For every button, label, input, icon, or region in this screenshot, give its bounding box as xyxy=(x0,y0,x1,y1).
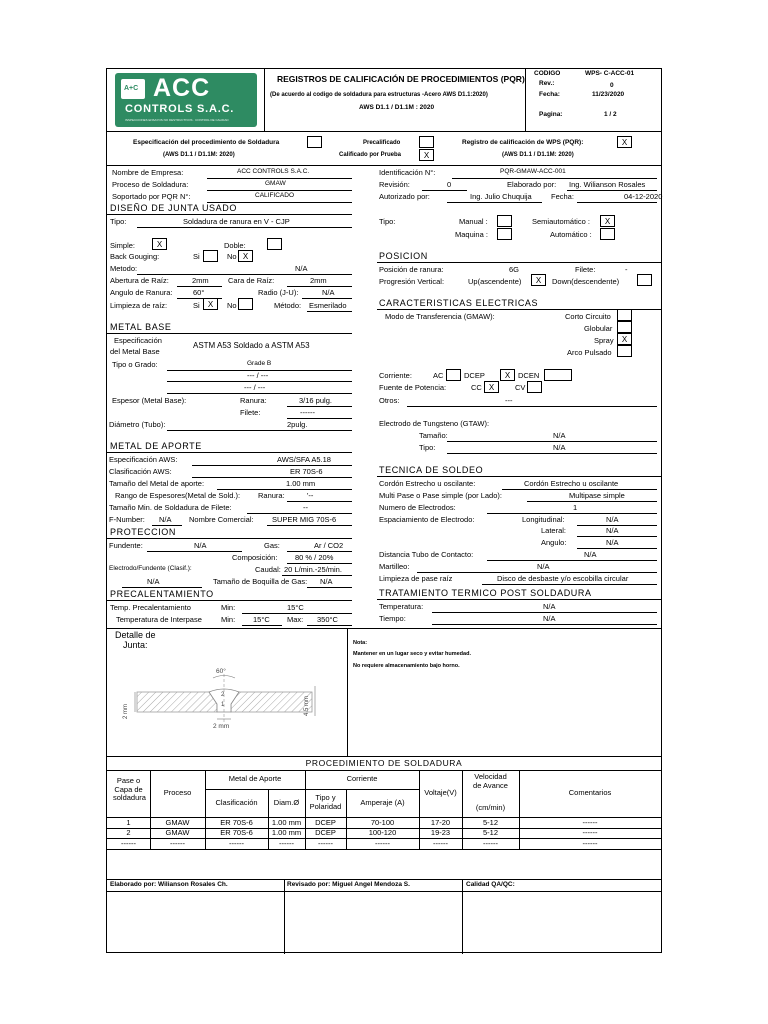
radio-label: Radio (J-U): xyxy=(258,288,299,297)
cell-comentarios: ------ xyxy=(582,818,598,827)
proceso-label: Proceso de Soldadura: xyxy=(112,180,189,189)
progresion-up-checkbox[interactable]: X xyxy=(531,274,546,286)
cara-label: Cara de Raíz: xyxy=(228,276,275,285)
wps-register-checkbox[interactable]: X xyxy=(617,136,632,148)
tipo-right-label: Tipo: xyxy=(379,217,396,226)
junta-section-title: DISEÑO DE JUNTA USADO xyxy=(110,203,237,213)
boquilla-label: Tamaño de Boquilla de Gas: xyxy=(213,577,308,586)
maquina-label: Maquina : xyxy=(455,230,488,239)
angulo-elec-value: N/A xyxy=(606,538,619,547)
cordon-value: Cordón Estrecho u oscilante xyxy=(524,479,619,488)
cara-value: 2mm xyxy=(310,276,327,285)
rev-label: Rev.: xyxy=(539,80,555,87)
lateral-value: N/A xyxy=(606,526,619,535)
elaborado-value: Ing. Wilianson Rosales xyxy=(569,180,646,189)
tam-metal-value: 1.00 mm xyxy=(286,479,316,488)
proteccion-section-title: PROTECCION xyxy=(110,527,177,537)
simple-checkbox[interactable]: X xyxy=(152,238,167,250)
modo-transferencia-label: Modo de Transferencia (GMAW): xyxy=(385,312,495,321)
col-clasificacion: Clasificación xyxy=(215,798,258,807)
precalentamiento-section-title: PRECALENTAMIENTO xyxy=(110,589,214,599)
cell-pase: 1 xyxy=(126,818,131,827)
post-temp-value: N/A xyxy=(543,602,556,611)
back-gouging-si-checkbox[interactable] xyxy=(203,250,218,262)
diametro-value: 2pulg. xyxy=(287,420,308,429)
cell-velocidad: ------ xyxy=(483,839,498,848)
elaborado-firma: Elaborado por: Wilianson Rosales Ch. xyxy=(110,881,228,888)
tipo-grado-label: Tipo o Grado: xyxy=(112,360,158,369)
revision-value: 0 xyxy=(447,180,452,189)
dcen-label: DCEN xyxy=(518,371,540,380)
longitudinal-value: N/A xyxy=(606,515,619,524)
tecnica-section-title: TECNICA DE SOLDEO xyxy=(379,465,484,475)
junta-tipo-label: Tipo: xyxy=(110,217,127,226)
col-pase: Pase o Capa de soldadura xyxy=(113,776,146,803)
soportado-label: Soportado por PQR N°: xyxy=(112,192,191,201)
limpieza-metodo-value: Esmerilado xyxy=(309,301,347,310)
cell-proceso: GMAW xyxy=(165,818,190,827)
spray-label: Spray xyxy=(594,336,614,345)
calificado-prueba-checkbox[interactable]: X xyxy=(419,149,434,161)
fundente-value: N/A xyxy=(194,541,207,550)
company-logo xyxy=(115,73,257,127)
logo-emblem-text: A+C xyxy=(124,85,139,92)
cell-proceso: GMAW xyxy=(165,828,190,837)
post-temp-label: Temperatura: xyxy=(379,602,424,611)
junta-tipo-value: Soldadura de ranura en V - CJP xyxy=(183,217,290,226)
cc-label: CC xyxy=(471,383,482,392)
table-row xyxy=(107,840,661,849)
espesor-ranura-value: 3/16 pulg. xyxy=(299,396,332,405)
boquilla-value: N/A xyxy=(320,577,333,586)
simple-label: Simple: xyxy=(110,241,136,250)
precalificado-label: Precalificado xyxy=(363,140,401,146)
composicion-value: 80 % / 20% xyxy=(295,553,334,562)
longitudinal-label: Longitudinal: xyxy=(522,515,565,524)
globular-checkbox[interactable] xyxy=(617,321,632,333)
back-gouging-label: Back Gouging: xyxy=(110,252,160,261)
temp-interpase-max-label: Max: xyxy=(287,615,304,624)
ac-label: AC xyxy=(433,371,444,380)
composicion-label: Composición: xyxy=(232,553,278,562)
col-voltaje: Voltaje(V) xyxy=(424,788,457,797)
limpieza-raiz-no-checkbox[interactable] xyxy=(238,298,253,310)
semiautomatico-label: Semiautomático : xyxy=(532,217,590,226)
dcen-checkbox[interactable] xyxy=(544,369,572,381)
clas-aws-value: ER 70S-6 xyxy=(290,467,323,476)
plate-right xyxy=(231,692,312,712)
temp-interpase-min-label: Min: xyxy=(221,615,236,624)
back-gouging-si: Si xyxy=(193,252,200,261)
col-corriente: Corriente xyxy=(346,774,378,783)
abertura-label: Abertura de Raíz: xyxy=(110,276,169,285)
post-section-title: TRATAMIENTO TERMICO POST SOLDADURA xyxy=(379,588,592,598)
espesor-filete-label: Filete: xyxy=(240,408,261,417)
cell-diametro: ------ xyxy=(279,839,294,848)
cell-velocidad: 5-12 xyxy=(482,828,498,837)
col-velocidad: Velocidad de Avance xyxy=(473,772,508,790)
tam-min-label: Tamaño Min. de Soldadura de Filete: xyxy=(109,503,232,512)
num-electrodos-value: 1 xyxy=(573,503,578,512)
electrodo-fundente-label: Electrodo/Fundente (Clasif.): xyxy=(109,565,192,572)
back-gouging-no-checkbox[interactable]: X xyxy=(238,250,253,262)
cell-diametro: 1.00 mm xyxy=(271,818,302,827)
cordon-label: Cordón Estrecho u oscilante: xyxy=(379,479,476,488)
temp-precal-min-value: 15°C xyxy=(287,603,304,612)
nota-line-2: No requiere almacenamiento bajo horno. xyxy=(353,663,460,669)
cell-amperaje: 100-120 xyxy=(368,828,397,837)
col-tipo-polaridad: Tipo y Polaridad xyxy=(309,793,342,811)
temp-precal-label: Temp. Precalentamiento xyxy=(110,603,191,612)
globular-label: Globular xyxy=(584,324,613,333)
detail-bottom-dim: 2 mm xyxy=(213,723,230,730)
cell-polaridad: ------ xyxy=(318,839,333,848)
detail-angle-label: 60° xyxy=(216,668,226,675)
espesor-filete-value: ------ xyxy=(300,408,315,417)
corto-circuito-checkbox[interactable] xyxy=(617,309,632,321)
autorizado-label: Autorizado por: xyxy=(379,192,430,201)
doc-norm: AWS D1.1 / D1.1M : 2020 xyxy=(359,104,435,111)
detail-pass-1: 1 xyxy=(221,702,225,708)
col-amperaje: Amperaje (A) xyxy=(360,798,405,807)
espec-aws-value: AWS/SFA A5.18 xyxy=(277,455,331,464)
gas-value: Ar / CO2 xyxy=(314,541,344,550)
cell-clasificacion: ER 70S-6 xyxy=(220,828,253,837)
grado-extra-2: --- / --- xyxy=(244,383,266,392)
espesor-ranura-label: Ranura: xyxy=(240,396,267,405)
temp-interpase-label: Temperatura de Interpase xyxy=(116,615,202,624)
metodo-label: Metodo: xyxy=(110,264,138,273)
calificado-prueba-label: Calificado por Prueba xyxy=(339,152,402,158)
cell-proceso: ------ xyxy=(170,839,185,848)
diametro-label: Diámetro (Tubo): xyxy=(109,420,166,429)
corriente-label: Corriente: xyxy=(379,371,412,380)
espec-aws-label: Especificación AWS: xyxy=(109,455,178,464)
espaciamiento-label: Espaciamiento de Electrodo: xyxy=(379,515,475,524)
limpieza-raiz-si: Si xyxy=(193,301,200,310)
col-diametro: Diam.Ø xyxy=(273,798,300,807)
tungsteno-label: Electrodo de Tungsteno (GTAW): xyxy=(379,419,490,428)
wps-spec-checkbox[interactable] xyxy=(307,136,322,148)
angulo-elec-label: Angulo: xyxy=(541,538,567,547)
limpieza-pase-value: Disco de desbaste y/o escobilla circular xyxy=(497,574,629,583)
cell-polaridad: DCEP xyxy=(315,828,336,837)
posicion-section-title: POSICION xyxy=(379,251,428,261)
espesor-label: Espesor (Metal Base): xyxy=(112,396,187,405)
wps-spec-label: Especificación del procedimiento de Soldadura xyxy=(133,139,280,146)
maquina-checkbox[interactable] xyxy=(497,228,512,240)
clas-aws-label: Clasificación AWS: xyxy=(109,467,172,476)
tungsteno-tamano-label: Tamaño: xyxy=(419,431,448,440)
lateral-label: Lateral: xyxy=(541,526,567,535)
tam-metal-label: Tamaño del Metal de aporte: xyxy=(109,479,205,488)
doc-subtitle: (De acuerdo al codigo de soldadura para estructuras -Acero AWS D1.1:2020) xyxy=(270,92,488,98)
semiautomatico-checkbox[interactable]: X xyxy=(600,215,615,227)
cell-pase: ------ xyxy=(121,839,136,848)
date-value: 11/23/2020 xyxy=(592,91,625,98)
tungsteno-tipo-value: N/A xyxy=(553,443,566,452)
post-tiempo-label: Tiempo: xyxy=(379,614,406,623)
automatico-checkbox[interactable] xyxy=(600,228,615,240)
plate-left xyxy=(137,692,217,712)
procedimiento-title: PROCEDIMIENTO DE SOLDADURA xyxy=(305,758,463,768)
f-number-label: F-Number: xyxy=(109,515,145,524)
posicion-filete-label: Filete: xyxy=(575,265,596,274)
f-number-value: N/A xyxy=(159,515,172,524)
rango-ranura-label: Ranura: xyxy=(258,491,285,500)
back-gouging-no: No xyxy=(227,252,237,261)
wps-spec-norm: (AWS D1.1 / D1.1M: 2020) xyxy=(163,152,235,158)
cell-amperaje: 70-100 xyxy=(370,818,395,827)
cell-voltaje: 17-20 xyxy=(430,818,451,827)
limpieza-raiz-no: No xyxy=(227,301,237,310)
wps-register-norm: (AWS D1.1 / D1.1M: 2020) xyxy=(502,152,574,158)
post-tiempo-value: N/A xyxy=(543,614,556,623)
arco-pulsado-label: Arco Pulsado xyxy=(567,348,612,357)
temp-precal-min-label: Min: xyxy=(221,603,236,612)
fecha-label: Fecha: xyxy=(551,192,574,201)
progresion-up-label: Up(ascendente) xyxy=(468,277,522,286)
cell-voltaje: 19-23 xyxy=(430,828,451,837)
manual-checkbox[interactable] xyxy=(497,215,512,227)
nombre-comercial-value: SUPER MIG 70S-6 xyxy=(272,515,337,524)
temp-interpase-max-value: 350°C xyxy=(317,615,338,624)
pqr-document xyxy=(106,68,662,953)
calidad-firma: Calidad QA/QC: xyxy=(466,881,515,888)
cell-clasificacion: ER 70S-6 xyxy=(220,818,253,827)
especificacion-mb-value: ASTM A53 Soldado a ASTM A53 xyxy=(193,341,310,350)
soportado-value: CALIFICADO xyxy=(255,192,295,199)
automatico-label: Automático : xyxy=(550,230,592,239)
table-row xyxy=(107,819,661,828)
martilleo-value: N/A xyxy=(537,562,550,571)
tam-min-value: -- xyxy=(303,503,308,512)
especificacion-mb-label2: del Metal Base xyxy=(110,347,160,356)
detalle-title-2: Junta: xyxy=(123,640,148,650)
num-electrodos-label: Numero de Electrodos: xyxy=(379,503,456,512)
nombre-comercial-label: Nombre Comercial: xyxy=(189,515,254,524)
doc-title: REGISTROS DE CALIFICACIÓN DE PROCEDIMIENTOS (PQR) xyxy=(277,74,525,84)
nota-line-1: Mantener en un lugar seco y evitar humedad. xyxy=(353,651,471,657)
fuente-label: Fuente de Potencia: xyxy=(379,383,447,392)
distancia-tubo-label: Distancia Tubo de Contacto: xyxy=(379,550,474,559)
nota-label: Nota: xyxy=(353,640,368,646)
rango-label: Rango de Espesores(Metal de Sold.): xyxy=(115,491,241,500)
cell-pase: 2 xyxy=(126,828,131,837)
logo-brand: ACC xyxy=(153,74,211,102)
radio-value: N/A xyxy=(322,288,335,297)
manual-label: Manual : xyxy=(459,217,488,226)
detail-right-dim: 4.5 mm xyxy=(304,695,310,716)
doble-checkbox[interactable] xyxy=(267,238,282,250)
detalle-title-1: Detalle de xyxy=(115,630,156,640)
dcep-label: DCEP xyxy=(464,371,485,380)
col-proceso: Proceso xyxy=(163,788,192,797)
arco-pulsado-checkbox[interactable] xyxy=(617,345,632,357)
ident-value: PQR-GMAW-ACC-001 xyxy=(500,168,566,175)
proceso-value: GMAW xyxy=(265,180,286,187)
revisado-firma: Revisado por: Miguel Angel Mendoza S. xyxy=(287,881,410,888)
logo-emblem xyxy=(121,79,145,99)
logo-tagline: INSPECCIONES ENSAYOS NO DESTRUCTIVOS · CONTROL DE CALIDAD xyxy=(125,118,229,122)
cc-checkbox[interactable]: X xyxy=(484,381,499,393)
dcep-checkbox[interactable]: X xyxy=(500,369,515,381)
grado-extra-1: --- / --- xyxy=(247,371,269,380)
ident-label: Identificación N°: xyxy=(379,168,436,177)
electricas-section-title: CARACTERISTICAS ELECTRICAS xyxy=(379,298,539,308)
posicion-filete-value: - xyxy=(625,265,628,274)
cell-comentarios: ------ xyxy=(582,828,598,837)
col-velocidad-unit: (cm/min) xyxy=(475,803,506,812)
cell-clasificacion: ------ xyxy=(229,839,244,848)
autorizado-value: Ing. Julio Chuquija xyxy=(470,192,532,201)
fecha-value: 04-12-2020 xyxy=(624,192,663,201)
caudal-label: Caudal: xyxy=(255,565,281,574)
tungsteno-tamano-value: N/A xyxy=(553,431,566,440)
grado-value: Grade B xyxy=(247,360,272,367)
otros-value: --- xyxy=(505,396,513,405)
tungsteno-tipo-label: Tipo: xyxy=(419,443,436,452)
limpieza-raiz-si-checkbox[interactable]: X xyxy=(203,298,218,310)
empresa-label: Nombre de Empresa: xyxy=(112,168,184,177)
wps-register-label: Registro de calificación de WPS (PQR): xyxy=(462,139,584,146)
table-row xyxy=(107,829,661,838)
detail-left-dim: 2 mm xyxy=(123,704,129,719)
multipase-value: Multipase simple xyxy=(569,491,625,500)
metodo-value: N/A xyxy=(295,264,308,273)
cell-comentarios: ------ xyxy=(582,839,598,848)
gas-label: Gas: xyxy=(264,541,280,550)
code-value: WPS- C-ACC-01 xyxy=(585,70,635,77)
cv-checkbox[interactable] xyxy=(527,381,542,393)
progresion-down-checkbox[interactable] xyxy=(637,274,652,286)
posicion-ranura-value: 6G xyxy=(509,265,520,274)
limpieza-raiz-label: Limpieza de raíz: xyxy=(110,301,168,310)
date-label: Fecha: xyxy=(539,91,560,98)
progresion-label: Progresión Vertical: xyxy=(379,277,445,286)
cell-voltaje: ------ xyxy=(433,839,448,848)
rango-ranura-value: '-- xyxy=(307,491,314,500)
spray-checkbox[interactable]: X xyxy=(617,333,632,345)
rev-value: 0 xyxy=(610,82,614,89)
precalificado-checkbox[interactable] xyxy=(419,136,434,148)
temp-interpase-min-value: 15°C xyxy=(253,615,270,624)
limpieza-pase-label: Limpieza de pase raíz xyxy=(379,574,453,583)
metal-aporte-section-title: METAL DE APORTE xyxy=(110,441,202,451)
distancia-tubo-value: N/A xyxy=(584,550,597,559)
page-label: Pagina: xyxy=(539,111,563,118)
cell-amperaje: ------ xyxy=(375,839,390,848)
cell-diametro: 1.00 mm xyxy=(271,828,302,837)
code-label: CODIGO xyxy=(534,70,561,77)
metal-base-section-title: METAL BASE xyxy=(110,322,172,332)
especificacion-mb-label1: Especificación xyxy=(114,336,162,345)
progresion-down-label: Down(descendente) xyxy=(552,277,620,286)
martilleo-label: Martilleo: xyxy=(379,562,410,571)
caudal-value: 20 L/min.-25/min. xyxy=(284,565,342,574)
ac-checkbox[interactable] xyxy=(446,369,461,381)
detail-pass-2: 2 xyxy=(221,692,225,698)
revision-label: Revisión: xyxy=(379,180,410,189)
multipase-label: Multi Pase o Pase simple (por Lado): xyxy=(379,491,502,500)
cell-velocidad: 5-12 xyxy=(482,818,498,827)
logo-company: CONTROLS S.A.C. xyxy=(125,103,235,115)
cell-polaridad: DCEP xyxy=(315,818,336,827)
doble-label: Doble: xyxy=(224,241,246,250)
limpieza-metodo-label: Método: xyxy=(274,301,302,310)
corto-circuito-label: Corto Circuito xyxy=(565,312,611,321)
posicion-ranura-label: Posición de ranura: xyxy=(379,265,444,274)
electrodo-fundente-value: N/A xyxy=(147,577,160,586)
cv-label: CV xyxy=(515,383,526,392)
otros-label: Otros: xyxy=(379,396,400,405)
col-metal-aporte: Metal de Aporte xyxy=(228,774,282,783)
elaborado-label: Elaborado por: xyxy=(507,180,557,189)
angulo-label: Angulo de Ranura: xyxy=(110,288,173,297)
empresa-value: ACC CONTROLS S.A.C. xyxy=(237,168,310,175)
col-comentarios: Comentarios xyxy=(568,788,612,797)
abertura-value: 2mm xyxy=(192,276,209,285)
fundente-label: Fundente: xyxy=(109,541,143,550)
page-value: 1 / 2 xyxy=(604,111,617,118)
angulo-value: 60° xyxy=(193,288,205,297)
